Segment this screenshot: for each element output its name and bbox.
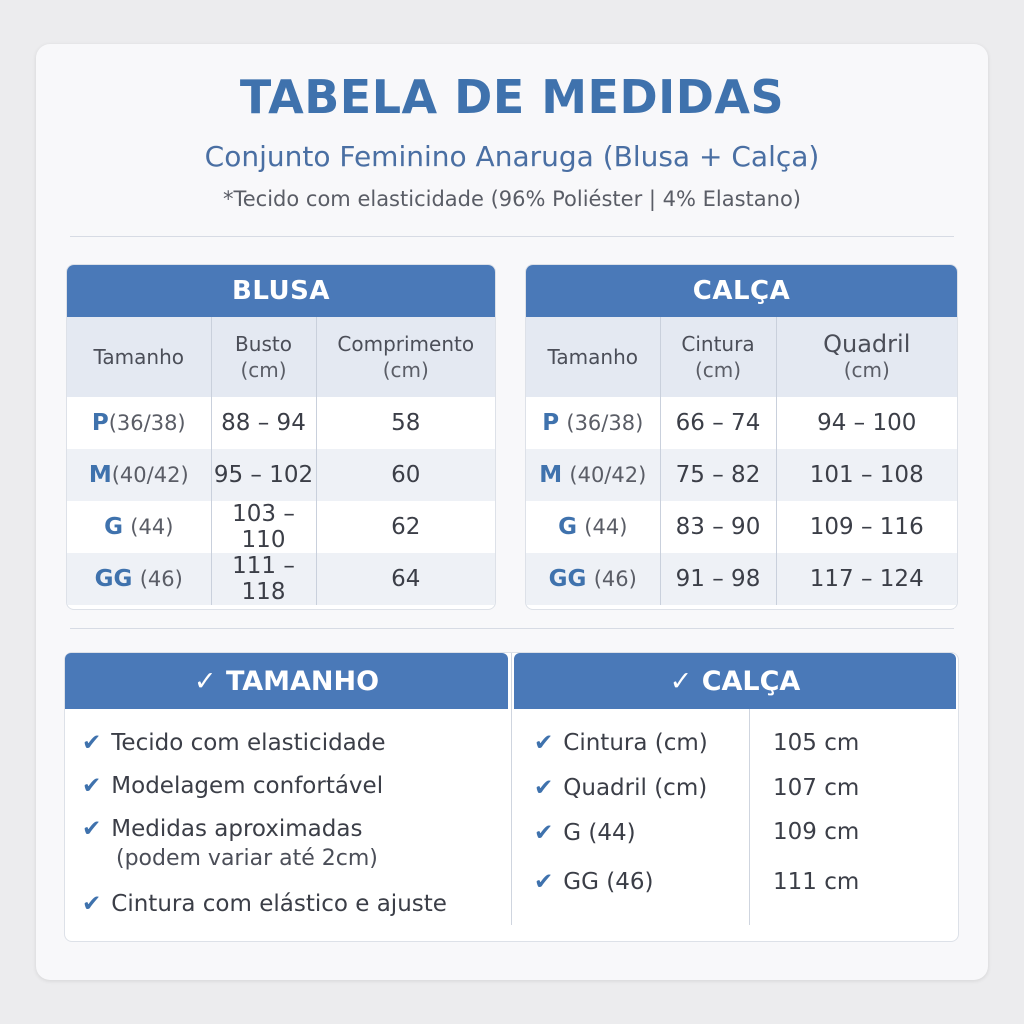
table-row: G (44) 83 – 90 109 – 116 bbox=[526, 501, 957, 553]
measure-value: 111 cm bbox=[773, 869, 860, 895]
feature-item: ✔ Modelagem confortável bbox=[82, 773, 384, 799]
blusa-table-title: BLUSA bbox=[67, 265, 495, 317]
check-icon: ✔ bbox=[534, 775, 554, 801]
column-header: Tamanho bbox=[526, 317, 660, 397]
table-row: M (40/42) 75 – 82 101 – 108 bbox=[526, 449, 957, 501]
measure-value: 105 cm bbox=[773, 730, 860, 756]
measure-value: 109 cm bbox=[773, 819, 860, 845]
table-row: P (36/38) 66 – 74 94 – 100 bbox=[526, 397, 957, 449]
table-row: P(36/38) 88 – 94 58 bbox=[67, 397, 495, 449]
table-row: GG (46) 111 – 118 64 bbox=[67, 553, 495, 605]
check-icon: ✔ bbox=[82, 773, 102, 799]
check-icon: ✔ bbox=[82, 891, 102, 917]
check-icon: ✔ bbox=[534, 869, 554, 895]
check-icon: ✔ bbox=[82, 816, 102, 842]
feature-item: ✔ Cintura com elástico e ajuste bbox=[82, 891, 447, 917]
table-row: GG (46) 91 – 98 117 – 124 bbox=[526, 553, 957, 605]
feature-item: ✔ Medidas aproximadas (podem variar até 2cm) bbox=[82, 816, 378, 871]
divider bbox=[70, 236, 954, 237]
blusa-table bbox=[66, 264, 496, 610]
fabric-note: *Tecido com elasticidade (96% Poliéster | 4% Elastano) bbox=[223, 187, 801, 211]
table-row: G (44) 103 – 110 62 bbox=[67, 501, 495, 553]
tamanho-box-title: ✓ TAMANHO bbox=[65, 653, 508, 709]
column-header: Quadril (cm) bbox=[776, 317, 957, 397]
column-header: Cintura (cm) bbox=[660, 317, 776, 397]
column-divider bbox=[511, 653, 512, 925]
measure-value: 107 cm bbox=[773, 775, 860, 801]
measure-label: ✔ G (44) bbox=[534, 820, 636, 846]
measure-label: ✔ GG (46) bbox=[534, 869, 654, 895]
column-divider bbox=[749, 709, 750, 925]
calca-table bbox=[525, 264, 958, 610]
column-header: Tamanho bbox=[67, 317, 211, 397]
calca-table-title: CALÇA bbox=[526, 265, 957, 317]
page-subtitle: Conjunto Feminino Anaruga (Blusa + Calça) bbox=[204, 140, 820, 173]
column-header: Busto (cm) bbox=[211, 317, 316, 397]
measure-label: ✔ Quadril (cm) bbox=[534, 775, 708, 801]
divider bbox=[70, 628, 954, 629]
page-title: TABELA DE MEDIDAS bbox=[239, 70, 785, 124]
check-icon: ✔ bbox=[82, 730, 102, 756]
measure-label: ✔ Cintura (cm) bbox=[534, 730, 708, 756]
check-icon: ✔ bbox=[534, 730, 554, 756]
calca-box-title: ✓ CALÇA bbox=[514, 653, 956, 709]
table-row: M(40/42) 95 – 102 60 bbox=[67, 449, 495, 501]
check-icon: ✔ bbox=[534, 820, 554, 846]
column-header: Comprimento (cm) bbox=[316, 317, 495, 397]
feature-item: ✔ Tecido com elasticidade bbox=[82, 730, 386, 756]
